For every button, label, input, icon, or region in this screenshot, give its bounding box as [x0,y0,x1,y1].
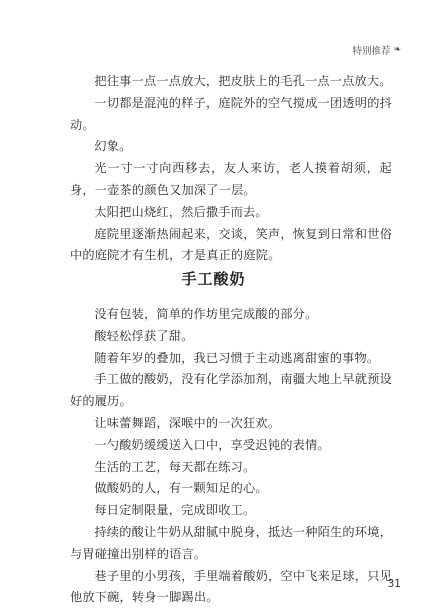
paragraph: 没有包装，简单的作坊里完成酸的部分。 [94,307,318,321]
running-header [352,43,401,57]
section-two-text [70,304,392,609]
section-title: 手工酸奶 [181,270,246,288]
paragraph: 把往事一点一点放大，把皮肤上的毛孔一点一点放大。 [94,74,392,88]
paragraph: 幻象。 [94,139,132,154]
paragraph: 光一寸一寸向西移去，友人来访，老人摸着胡须，起身，一壶茶的颜色又加深了一层。 [70,161,392,197]
paragraph: 一勺酸奶缓缓送入口中，享受迟钝的表情。 [94,437,330,452]
paragraph: 手工做的酸奶，没有化学添加剂，南疆大地上早就预设好的履历。 [70,372,392,409]
paragraph: 酸轻松俘获了甜。 [94,328,194,343]
paragraph: 庭院里逐渐热闹起来，交谈，笑声，恢复到日常和世俗中的庭院才有生机，才是真正的庭院。 [70,226,392,263]
paragraph: 生活的工艺，每天都在练习。 [94,459,256,474]
ornament-icon: ❧ [393,44,401,55]
paragraph: 每日定制限量，完成即收工。 [94,503,256,518]
paragraph: 让味蕾舞蹈，深喉中的一次狂欢。 [94,415,281,430]
page-number: 31 [387,578,401,590]
section-one-text [70,71,392,267]
paragraph: 随着年岁的叠加，我已习惯于主动逃离甜蜜的事物。 [94,350,380,365]
paragraph: 巷子里的小男孩，手里端着酸奶，空中飞来足球，只见他放下碗，转身一脚踢出。 [70,568,392,605]
paragraph: 持续的酸让牛奶从甜腻中脱身，抵达一种陌生的环境，与胃碰撞出别样的语言。 [70,524,392,561]
paragraph: 做酸奶的人，有一颗知足的心。 [94,481,268,496]
header-label: 特别推荐 [352,46,391,57]
paragraph: 一切都是混沌的样子，庭院外的空气搅成一团透明的抖动。 [70,95,392,132]
paragraph: 太阳把山烧红，然后撒手而去。 [94,204,268,219]
